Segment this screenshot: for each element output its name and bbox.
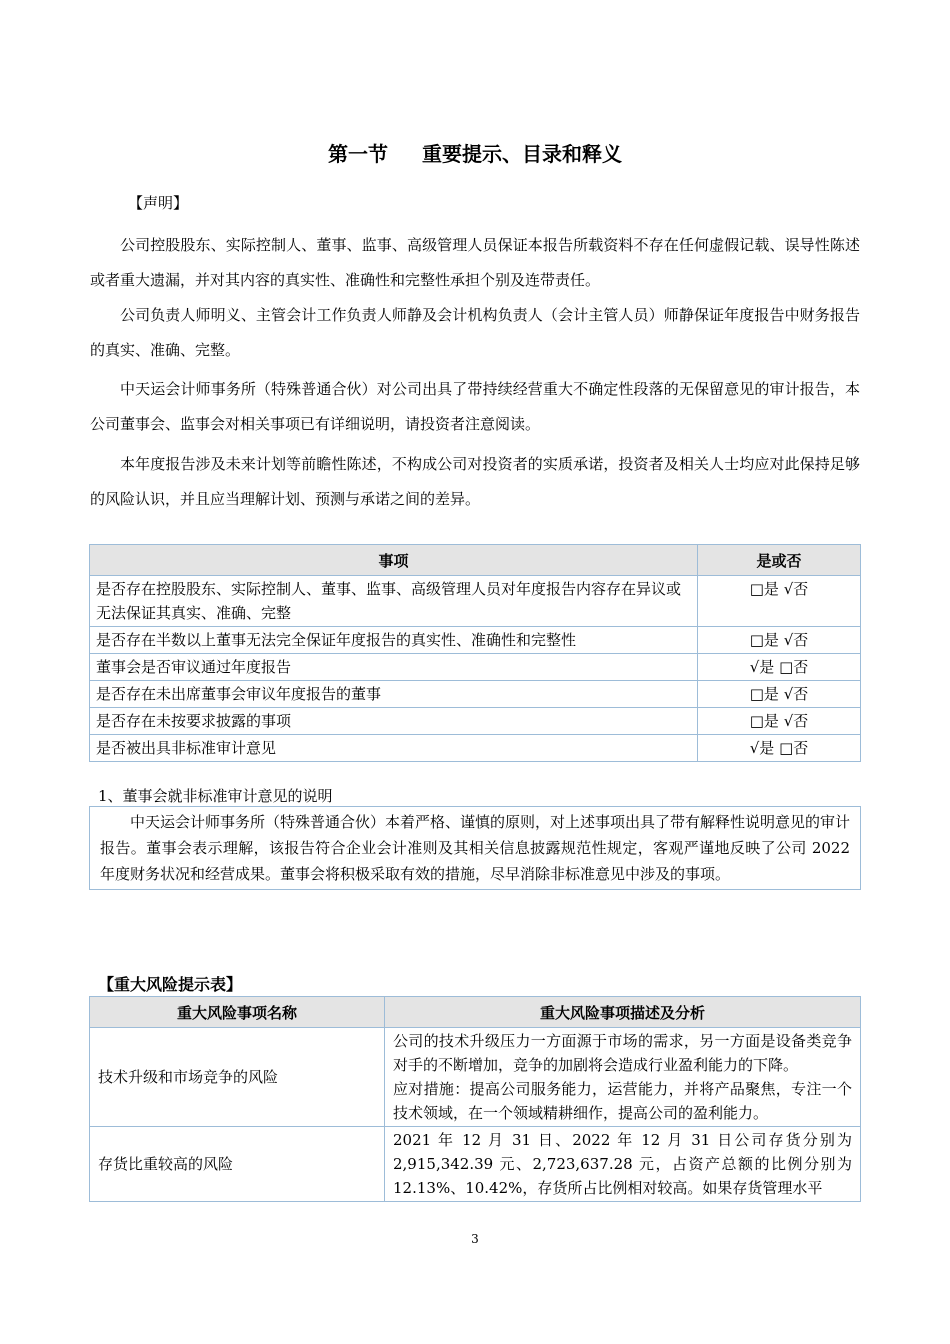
header-risk-desc: 重大风险事项描述及分析 bbox=[385, 997, 861, 1028]
table-row bbox=[90, 576, 861, 627]
matter-answer: □是 √否 bbox=[698, 708, 861, 735]
risk-description bbox=[385, 1028, 861, 1127]
risk-name: 存货比重较高的风险 bbox=[90, 1127, 385, 1202]
risk-desc-text: 公司的技术升级压力一方面源于市场的需求，另一方面是设备类竞争对手的不断增加，竞争的加剧将会造成行业盈利能力的下降。 bbox=[393, 1032, 852, 1074]
header-answer: 是或否 bbox=[698, 545, 861, 576]
paragraph-3: 中天运会计师事务所（特殊普通合伙）对公司出具了带持续经营重大不确定性段落的无保留意见的审计报告，本公司董事会、监事会对相关事项已有详细说明，请投资者注意阅读。 bbox=[90, 380, 860, 433]
risk-table-header bbox=[90, 997, 861, 1028]
matters-table bbox=[89, 544, 861, 762]
paragraph-4: 本年度报告涉及未来计划等前瞻性陈述，不构成公司对投资者的实质承诺，投资者及相关人士均应对此保持足够的风险认识，并且应当理解计划、预测与承诺之间的差异。 bbox=[90, 455, 860, 508]
table-row bbox=[90, 708, 861, 735]
matter-answer: √是 □否 bbox=[698, 654, 861, 681]
paragraph-1: 公司控股股东、实际控制人、董事、监事、高级管理人员保证本报告所载资料不存在任何虚假记载、误导性陈述或者重大遗漏，并对其内容的真实性、准确性和完整性承担个别及连带责任。 bbox=[90, 236, 860, 289]
matter-item: 是否存在半数以上董事无法完全保证年度报告的真实性、准确性和完整性 bbox=[90, 627, 698, 654]
matters-table-header bbox=[90, 545, 861, 576]
section-heading bbox=[0, 138, 950, 167]
board-note-box: 中天运会计师事务所（特殊普通合伙）本着严格、谨慎的原则，对上述事项出具了带有解释性说明意见的审计报告。董事会表示理解，该报告符合企业会计准则及其相关信息披露规范性规定，客观严谨地反映了公司 2022 年度财务状况和经营成果。董事会将积极采取有效的措施，尽早消除非标准意见中涉及的事项。 bbox=[89, 806, 861, 890]
matter-item: 是否存在未按要求披露的事项 bbox=[90, 708, 698, 735]
risk-description bbox=[385, 1127, 861, 1202]
table-row bbox=[90, 735, 861, 762]
page-number: 3 bbox=[471, 1232, 479, 1246]
matter-answer: □是 √否 bbox=[698, 576, 861, 627]
matter-answer: √是 □否 bbox=[698, 735, 861, 762]
table-row bbox=[90, 1028, 861, 1127]
table-row bbox=[90, 1127, 861, 1202]
section-title: 重要提示、目录和释义 bbox=[422, 142, 622, 166]
matter-item: 是否被出具非标准审计意见 bbox=[90, 735, 698, 762]
table-row bbox=[90, 654, 861, 681]
matter-answer: □是 √否 bbox=[698, 627, 861, 654]
table-row bbox=[90, 681, 861, 708]
header-risk-name: 重大风险事项名称 bbox=[90, 997, 385, 1028]
section-number: 第一节 bbox=[328, 142, 388, 166]
risk-table-title: 【重大风险提示表】 bbox=[98, 975, 243, 994]
matter-answer: □是 √否 bbox=[698, 681, 861, 708]
matter-item: 是否存在未出席董事会审议年度报告的董事 bbox=[90, 681, 698, 708]
risk-measure-text: 应对措施：提高公司服务能力，运营能力，并将产品聚焦，专注一个技术领域，在一个领域精耕细作，提高公司的盈利能力。 bbox=[393, 1080, 852, 1122]
statement-label: 【声明】 bbox=[128, 194, 189, 212]
risk-desc-text: 2021 年 12 月 31 日、2022 年 12 月 31 日公司存货分别为 2,915,342.39 元、2,723,637.28 元，占资产总额的比例分别为 12.13%、10.42%，存货所占比例相对较高。如果存货管理水平 bbox=[393, 1131, 852, 1197]
matter-item: 是否存在控股股东、实际控制人、董事、监事、高级管理人员对年度报告内容存在异议或无法保证其真实、准确、完整 bbox=[90, 576, 698, 627]
paragraph-2: 公司负责人师明义、主管会计工作负责人师静及会计机构负责人（会计主管人员）师静保证年度报告中财务报告的真实、准确、完整。 bbox=[90, 306, 860, 359]
header-item: 事项 bbox=[90, 545, 698, 576]
risk-table bbox=[89, 996, 861, 1202]
risk-name: 技术升级和市场竞争的风险 bbox=[90, 1028, 385, 1127]
board-note-title: 1、董事会就非标准审计意见的说明 bbox=[98, 787, 333, 805]
matter-item: 董事会是否审议通过年度报告 bbox=[90, 654, 698, 681]
table-row bbox=[90, 627, 861, 654]
